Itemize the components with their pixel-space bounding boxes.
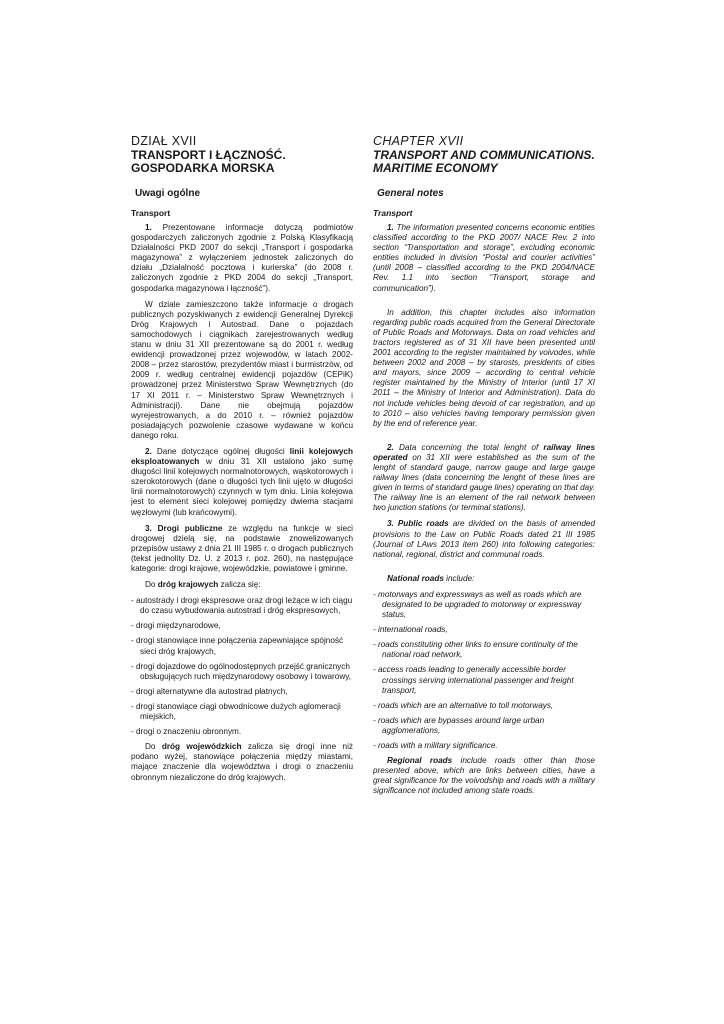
spacer xyxy=(373,566,595,574)
list-item: - roads which are an alternative to toll motorways, xyxy=(373,700,554,710)
paragraph-text: Do xyxy=(145,742,162,752)
paragraph-3 xyxy=(373,443,595,514)
emphasis-term: National roads xyxy=(387,573,444,583)
road-list xyxy=(373,590,595,751)
paragraph-1 xyxy=(373,223,595,294)
paragraph-number: 3. xyxy=(387,519,394,529)
paragraph-text: zalicza się drogi inne niż podano wyżej, stanowiące połączenia między miastami, mające znaczenie dla województwa i drogi o znaczeniu obronnym niezaliczone do dróg krajowych. xyxy=(131,742,353,782)
paragraph-2: In addition, this chapter includes also information regarding public roads acquired from the General Directorate of Public Roads and Motorways. Data on road vehicles and tractors registered as of 31 XII have been presented until 2001 according to the register maintained by voivodes, while between 2002 and 2008 – by starosts, presidents of cities and mayors, since 2009 – according to central vehicle register maintained by the Ministry of Interior (until 17 XI 2011 – the Ministry of Interior and Administration). Data do not include vehicles being devoid of car registration, and up to 2010 – also vehicles having temporary permission given by the end of reference year. xyxy=(373,307,595,428)
list-item: - roads with a military significance. xyxy=(373,741,498,751)
paragraph-text: Data concerning the total lenght of xyxy=(393,442,544,452)
chapter-title-line-2: GOSPODARKA MORSKA xyxy=(131,160,275,175)
paragraph-3 xyxy=(131,447,353,518)
paragraph-number: 2. xyxy=(387,442,394,452)
notes-heading: General notes xyxy=(377,188,444,199)
paragraph-text: zalicza się: xyxy=(218,580,261,590)
section-heading: Transport xyxy=(373,208,413,218)
paragraph-text: ze względu na funkcje w sieci drogowej dzielą się, na podstawie znowelizowanych przepisów ustawy z dnia 21 III 1985 r. o drogach publicznych (tekst jednolity Dz. U. z 2013 r. poz. 260), na następujące kategorie: drogi krajowe, wojewódzkie, powiatowe i gminne. xyxy=(131,523,353,573)
chapter-label: DZIAŁ XVII xyxy=(131,134,197,148)
spacer xyxy=(373,300,595,308)
list-item: - drogi o znaczeniu obronnym. xyxy=(131,727,242,737)
emphasis-term: dróg krajowych xyxy=(157,580,219,590)
paragraph-text: Prezentowane informacje dotyczą podmiotów gospodarczych zaliczonych zgodnie z Polską Klasyfikacją Działalności PKD 2007 do sekcji „Transport i gospodarka magazynowa” z wyłączeniem jednostek zaliczonych do działu „Działalność pocztowa i kurierska” (do 2008 r. zaliczonych zgodnie z PKD 2004 do sekcji „Transport, gospodarka magazynowa i łączność”). xyxy=(131,223,353,293)
paragraph-2: W dziale zamieszczono także informacje o drogach publicznych pozyskiwanych z ewidencji Generalnej Dyrekcji Dróg Krajowych i Autostrad. Dane o pojazdach samochodowych i ciągnikach zarejestrowanych według stanu w dniu 31 XII prezentowane są do 2001 r. według ewidencji prowadzonej przez wojewodów, w latach 2002-2008 – przez starostów, prezydentów miast i burmistrzów, od 2009 r. według centralnej ewidencji pojazdów (CEPiK) prowadzonej przez Ministerstwo Spraw Wewnętrznych (do 17 XI 2011 r. – Ministerstwo Spraw Wewnętrznych i Administracji). Dane nie obejmują pojazdów wyrejestrowanych, a do 2010 r. – również pojazdów posiadających pozwolenie czasowe wydawane w końcu danego roku. xyxy=(131,299,353,440)
chapter-label: CHAPTER XVII xyxy=(373,134,464,148)
list-item: - drogi stanowiące ciągi obwodnicowe dużych aglomeracji miejskich, xyxy=(131,701,341,722)
paragraph-text: The information presented concerns economic entities classified according to the PKD 2007/ NACE Rev. 2 into section “Transportation and storage”, excluding economic entities included in division “Postal and courier activities” (until 2008 – classified according to the PKD 2004/NACE Rev. 1.1 into section “Transport, storage and communication”). xyxy=(373,223,595,293)
chapter-title-line-2: MARITIME ECONOMY xyxy=(373,160,498,175)
emphasis-term: linii kolejowych eksploatowanych xyxy=(131,446,353,467)
emphasis-term: Drogi publiczne xyxy=(151,523,223,533)
paragraph-1 xyxy=(131,223,353,294)
section-heading: Transport xyxy=(131,208,171,218)
paragraph-text: w dniu 31 XII ustalono jako sumę długości linii kolejowych normalnotorowych, wąskotorowych i szerokotorowych (dane o długości tych linii ujęto w długości linii normalnotorowych) czynnych w tym dniu. Linia kolejowa jest to element sieci kolejowej pomiędzy dwiema stacjami węzłowymi (lub krańcowymi). xyxy=(131,457,353,517)
paragraph-5 xyxy=(373,574,595,584)
list-item: - drogi stanowiące inne połączenia zapewniające spójność sieci dróg krajowych, xyxy=(131,636,344,656)
spacer xyxy=(373,435,595,443)
paragraph-6 xyxy=(131,742,353,782)
paragraph-text: on 31 XII were established as the sum of the lenght of standard gauge, narrow gauge and large gauge railway lines (data concerning the lenght of these lines are given in terms of standard gauge lines) operating on that day. The railway line is an element of the rail network between two junction stations (or terminal stations). xyxy=(373,452,595,513)
list-item: - roads which are bypasses around large urban agglomerations, xyxy=(373,715,545,735)
paragraph-text: include roads other than those presented above, which are links between cities, have a great significance for the voivodship and roads with a military significance not included among state roads. xyxy=(373,756,595,796)
paragraph-text: are divided on the basis of amended provisions to the Law on Public Roads dated 21 III 1985 (Journal of LAws 2013 item 260) into following categories: national, regional, district and communal roads. xyxy=(373,519,595,559)
paragraph-5 xyxy=(131,580,353,590)
english-column xyxy=(373,134,595,803)
paragraph-number: 3. xyxy=(145,523,152,533)
paragraph-6 xyxy=(373,756,595,796)
list-item: - drogi międzynarodowe, xyxy=(131,621,221,631)
paragraph-text: Dane dotyczące ogólnej długości xyxy=(151,446,290,456)
list-item: - drogi alternatywne dla autostrad płatnych, xyxy=(131,686,288,696)
list-item: - access roads leading to generally accessible border crossings serving international passenger and freight transport, xyxy=(373,665,574,695)
polish-column xyxy=(131,134,353,789)
emphasis-term: railway lines operated xyxy=(373,442,596,462)
emphasis-term: Regional roads xyxy=(387,756,453,766)
list-item: - autostrady i drogi ekspresowe oraz drogi leżące w ich ciągu do czasu wybudowania autostrad i dróg ekspresowych, xyxy=(131,596,353,616)
list-item: - drogi dojazdowe do ogólnodostępnych przejść granicznych obsługujących ruch międzynarodowy osobowy i towarowy, xyxy=(131,661,352,681)
emphasis-term: dróg wojewódzkich xyxy=(161,742,242,752)
paragraph-4 xyxy=(373,519,595,559)
paragraph-text: Do xyxy=(145,580,158,590)
chapter-title-line-1: TRANSPORT I ŁĄCZNOŚĆ. xyxy=(131,148,286,162)
notes-heading: Uwagi ogólne xyxy=(135,188,200,199)
list-item: - roads constituting other links to ensure continuity of the national road network, xyxy=(373,640,578,660)
list-item: - international roads, xyxy=(373,625,448,635)
road-list xyxy=(131,596,353,737)
paragraph-number: 1. xyxy=(145,223,152,232)
list-item: - motorways and expressways as well as roads which are designated to be upgraded to motorway or expressway status, xyxy=(373,589,582,620)
paragraph-number: 2. xyxy=(145,446,152,456)
chapter-title-line-1: TRANSPORT AND COMMUNICATIONS. xyxy=(373,148,595,162)
paragraph-number: 1. xyxy=(387,223,394,232)
emphasis-term: Public roads xyxy=(393,519,449,529)
paragraph-4 xyxy=(131,524,353,574)
paragraph-text: include: xyxy=(443,573,475,583)
